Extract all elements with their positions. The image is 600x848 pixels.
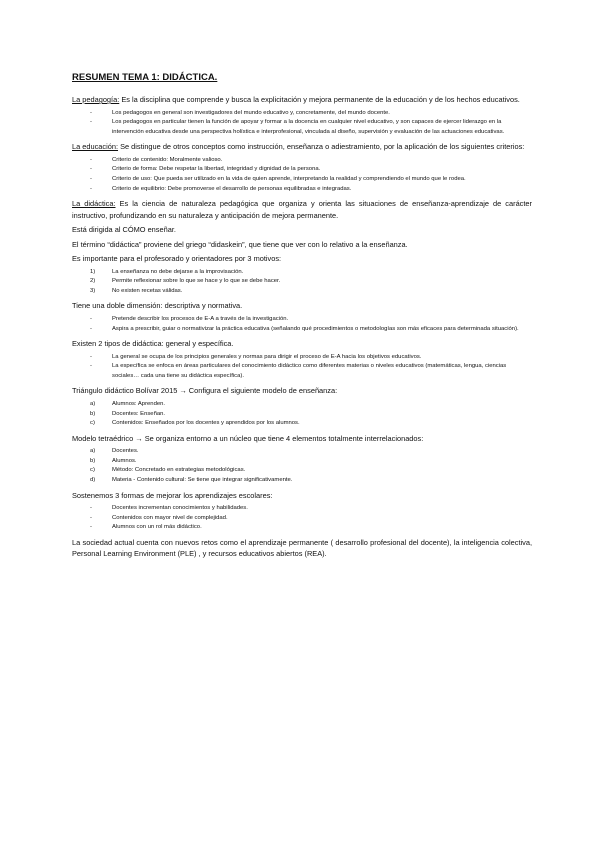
- didactica-definition: Es la ciencia de naturaleza pedagógica que organiza y orienta las situaciones de enseñanza-aprendizaje de carácter instructivo, profundizando en su naturaleza y anticipación de mejora permanente.: [72, 199, 533, 220]
- list-item: c) Método: Concretado en estrategias metodológicas.: [90, 467, 246, 474]
- list-item: - Contenidos con mayor nivel de complejidad.: [72, 514, 532, 524]
- list-item: d) Materia - Contenido cultural: Se tiene que integrar significativamente.: [90, 476, 293, 483]
- list-item: - Alumnos con un rol más didáctico.: [72, 523, 532, 533]
- didactica-como: Está dirigida al CÓMO enseñar.: [72, 225, 176, 235]
- dash-bullet: -: [90, 514, 92, 521]
- list-item: - Criterio de contenido: Moralmente valioso.: [72, 156, 532, 166]
- list-item: - Los pedagogos en general son investigadores del mundo educativo y, concretamente, del mundo docente.: [72, 109, 532, 119]
- list-item: b) Alumnos.: [90, 457, 137, 464]
- didactica-paragraph: [72, 198, 532, 221]
- list-item: c) Contenidos: Enseñados por los docentes y aprendidos por los alumnos.: [90, 420, 300, 427]
- educacion-term: La educación:: [72, 142, 119, 152]
- document-page: [72, 72, 532, 563]
- dash-bullet: -: [90, 156, 92, 163]
- triangulo-list: [72, 400, 532, 429]
- dash-bullet: -: [90, 315, 92, 322]
- dash-bullet: -: [90, 524, 92, 531]
- dash-bullet: -: [90, 119, 92, 126]
- educacion-paragraph: [72, 141, 532, 153]
- motivos-heading: Es importante para el profesorado y orientadores por 3 motivos:: [72, 254, 282, 264]
- dash-bullet: -: [90, 505, 92, 512]
- list-item: - Pretende describir los procesos de E-A a través de la investigación.: [72, 315, 532, 325]
- dash-bullet: -: [90, 185, 92, 192]
- mejorar-heading: Sostenemos 3 formas de mejorar los aprendizajes escolares:: [72, 490, 273, 500]
- pedagogia-term: La pedagogía:: [72, 95, 120, 104]
- tipos-list: [72, 353, 532, 382]
- list-item: b) Docentes: Enseñan.: [90, 410, 166, 417]
- list-item: - Aspira a prescribir, guiar o normativizar la práctica educativa (señalando qué procedimientos o metodologías son más eficaces para determinada situación).: [72, 325, 532, 335]
- list-item: 3) No existen recetas válidas.: [90, 287, 183, 294]
- dash-bullet: -: [90, 109, 92, 116]
- dash-bullet: -: [90, 166, 92, 173]
- pedagogia-paragraph: [72, 94, 532, 106]
- pedagogia-definition: Es la disciplina que comprende y busca la explicitación y mejora permanente de la educación y de los hechos educativos.: [119, 95, 520, 104]
- tetraedrico-list: [72, 447, 532, 485]
- tetraedrico-heading: Modelo tetraédrico → Se organiza entorno a un núcleo que tiene 4 elementos totalmente interrelacionados:: [72, 433, 424, 443]
- document-title: RESUMEN TEMA 1: DIDÁCTICA.: [72, 72, 218, 83]
- dimension-heading: Tiene una doble dimensión: descriptiva y normativa.: [72, 301, 243, 311]
- dimension-list: [72, 315, 532, 334]
- didactica-term: La didáctica:: [72, 199, 116, 209]
- list-item: - Criterio de uso: Que pueda ser utilizado en la vida de quien aprende, interpretando la realidad y comprendiendo el mundo que le rodea.: [72, 175, 532, 185]
- list-item: 2) Permite reflexionar sobre lo que se hace y lo que se debe hacer.: [90, 278, 281, 285]
- list-item: - Criterio de forma: Debe respetar la libertad, integridad y dignidad de la persona.: [72, 165, 532, 175]
- pedagogia-list: [72, 109, 532, 138]
- list-item: - Docentes incrementan conocimientos y habilidades.: [72, 504, 532, 514]
- list-item: 1) La enseñanza no debe dejarse a la improvisación.: [90, 268, 244, 275]
- list-item: - Criterio de equilibrio: Debe promoverse el desarrollo de personas equilibradas e integradas.: [72, 185, 532, 195]
- tipos-heading: Existen 2 tipos de didáctica: general y específica.: [72, 339, 234, 349]
- closing-paragraph: La sociedad actual cuenta con nuevos retos como el aprendizaje permanente ( desarrollo profesional del docente), la inteligencia colectiva, Personal Learning Environment (PLE) , y recursos educativos abiertos (REA).: [72, 537, 532, 559]
- list-item: a) Docentes.: [90, 448, 139, 455]
- didactica-etymology: El término “didáctica” proviene del griego “didaskein”, que tiene que ver con lo relativo a la enseñanza.: [72, 239, 408, 249]
- mejorar-list: [72, 504, 532, 533]
- dash-bullet: -: [90, 325, 92, 332]
- dash-bullet: -: [90, 175, 92, 182]
- list-item: - Los pedagogos en particular tienen la función de apoyar y formar a la docencia en cualquier nivel educativo, y son capaces de ejercer liderazgo en la intervención educativa desde una perspectiva holística e interprofesional, vinculada al diseño, supervisión y evaluación de las actuaciones educativas.: [90, 119, 505, 135]
- list-item: - La general se ocupa de los principios generales y normas para dirigir el proceso de E-A hacia los objetivos educativos.: [72, 353, 532, 363]
- motivos-list: [72, 268, 532, 297]
- dash-bullet: -: [90, 363, 92, 370]
- dash-bullet: -: [90, 353, 92, 360]
- list-item: a) Alumnos: Aprenden.: [90, 400, 166, 407]
- educacion-list: [72, 156, 532, 194]
- list-item: - La específica se enfoca en áreas particulares del conocimiento didáctico como diferentes materias o niveles educativos (matemáticas, lengua, ciencias sociales… cada una tiene su didáctica específica).: [90, 363, 507, 379]
- triangulo-heading: Triángulo didáctico Bolívar 2015 → Configura el siguiente modelo de enseñanza:: [72, 386, 338, 396]
- educacion-definition: Se distingue de otros conceptos como instrucción, enseñanza o adiestramiento, por la aplicación de los siguientes criterios:: [118, 142, 525, 152]
